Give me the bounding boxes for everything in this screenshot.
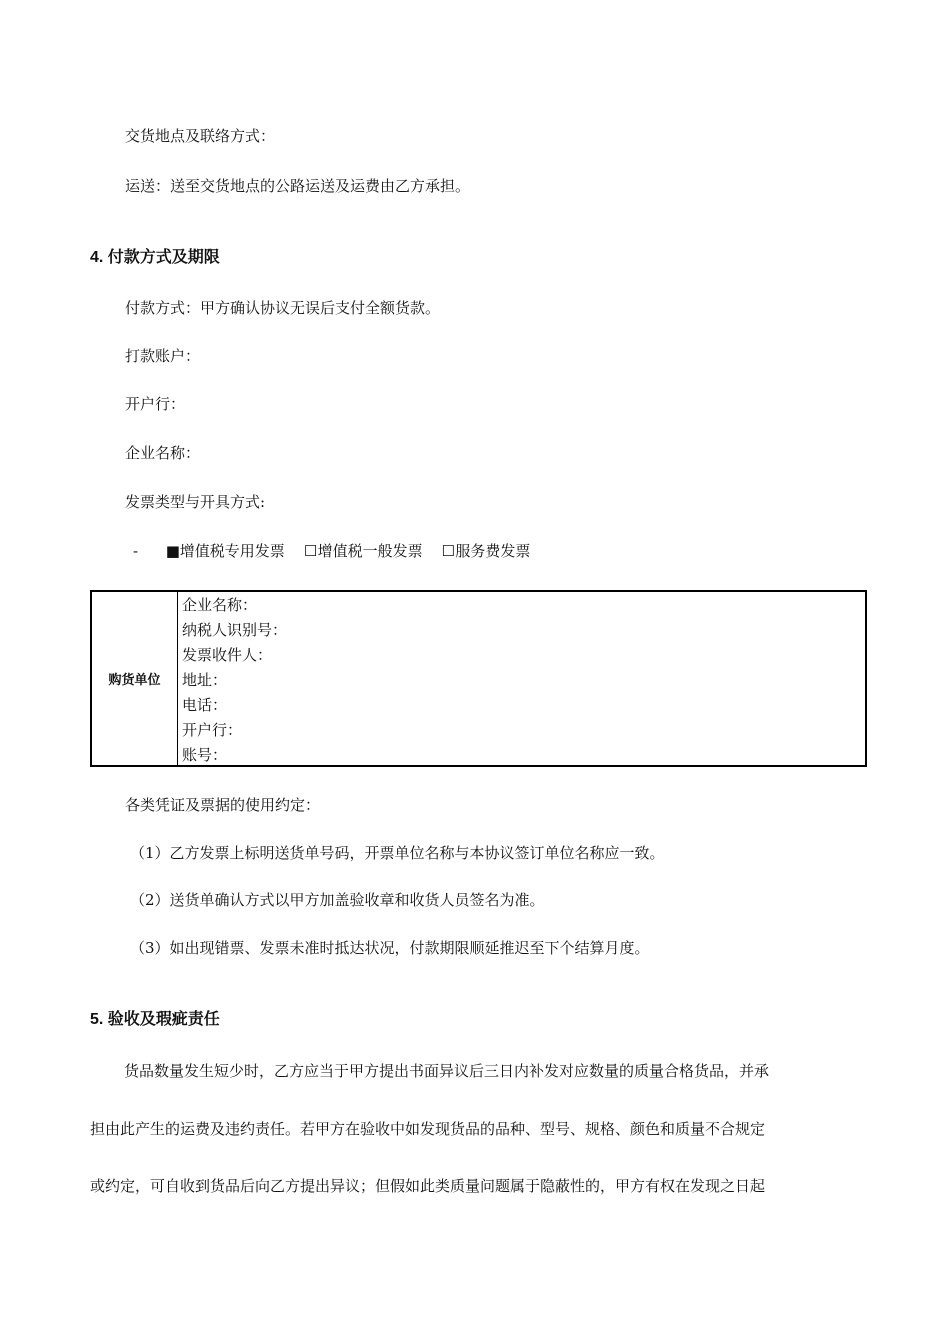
invoice-type-options — [133, 541, 544, 561]
list-dash: - — [133, 542, 139, 560]
paragraph-line-1: 货品数量发生短少时，乙方应当于甲方提出书面异议后三日内补发对应数量的质量合格货品，并承 — [124, 1062, 770, 1080]
invoice-option-service[interactable] — [441, 541, 530, 561]
invoice-option-label: 服务费发票 — [455, 542, 531, 560]
rule-item-2: （2）送货单确认方式以甲方加盖验收章和收货人员签名为准。 — [130, 891, 545, 909]
section-4-title: 4. 付款方式及期限 — [90, 249, 220, 266]
company-name-line: 企业名称： — [125, 444, 201, 462]
buyer-field-bank: 开户行： — [182, 721, 243, 739]
section-5-title: 5. 验收及瑕疵责任 — [90, 1011, 220, 1028]
unchecked-box-icon: ☐ — [441, 542, 456, 560]
buyer-field-address: 地址： — [182, 671, 228, 689]
buyer-field-account: 账号： — [182, 746, 228, 764]
buyer-table-fields — [178, 592, 865, 765]
invoice-option-label: 增值税一般发票 — [317, 542, 423, 560]
paragraph-line-2: 担由此产生的运费及违约责任。若甲方在验收中如发现货品的品种、型号、规格、颜色和质量不合规定 — [90, 1120, 766, 1138]
buyer-info-table — [90, 590, 867, 767]
delivery-transport-line: 运送：送至交货地点的公路运送及运费由乙方承担。 — [125, 177, 471, 195]
paragraph-line-3: 或约定，可自收到货品后向乙方提出异议；但假如此类质量问题属于隐蔽性的，甲方有权在发现之日起 — [90, 1177, 766, 1195]
payment-account-line: 打款账户： — [125, 347, 201, 365]
buyer-field-phone: 电话： — [182, 696, 228, 714]
buyer-table-header: 购货单位 — [92, 592, 178, 765]
buyer-field-recipient: 发票收件人： — [182, 646, 273, 664]
buyer-field-tax-id: 纳税人识别号： — [182, 621, 288, 639]
invoice-option-vat-special[interactable] — [166, 541, 285, 561]
rule-item-1: （1）乙方发票上标明送货单号码，开票单位名称与本协议签订单位名称应一致。 — [130, 844, 665, 862]
checked-box-icon: ■ — [165, 542, 180, 560]
unchecked-box-icon: ☐ — [303, 542, 318, 560]
bank-line: 开户行： — [125, 395, 186, 413]
invoice-option-vat-general[interactable] — [304, 541, 423, 561]
voucher-rules-title: 各类凭证及票据的使用约定： — [125, 796, 321, 814]
invoice-type-label: 发票类型与开具方式: — [125, 493, 266, 511]
invoice-option-label: 增值税专用发票 — [179, 542, 285, 560]
payment-method-line: 付款方式：甲方确认协议无误后支付全额货款。 — [125, 299, 441, 317]
rule-item-3: （3）如出现错票、发票未准时抵达状况，付款期限顺延推迟至下个结算月度。 — [130, 939, 650, 957]
buyer-field-company: 企业名称： — [182, 596, 258, 614]
delivery-location-line: 交货地点及联络方式： — [125, 127, 276, 145]
